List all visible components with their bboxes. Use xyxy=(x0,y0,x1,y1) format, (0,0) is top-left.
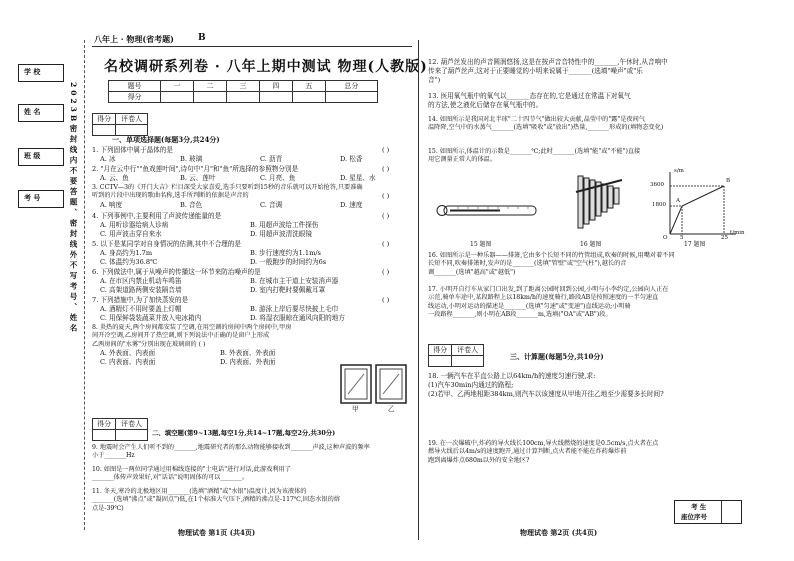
figure-17-caption: 17 题图 xyxy=(684,241,706,248)
score-table-header: 题号 xyxy=(109,81,161,92)
question-8 xyxy=(92,324,332,367)
q19-line: 燃导火线后以4m/s的速度跑开,通过计算判断,点火者能不能在炸药爆炸前 xyxy=(428,448,627,456)
q1-stem: 1. 下列固体中属于晶体的是 xyxy=(92,146,173,154)
figure-16-caption: 16 题图 xyxy=(580,241,602,248)
q18-line: (2)若甲、乙两地相距384km,则汽车以该速度从甲地开往乙地至少需要多长时间? xyxy=(428,389,664,398)
question-2 xyxy=(92,165,420,183)
q19-line: 跑到离爆炸点680m以外的安全地区? xyxy=(428,456,530,464)
q11-line: 点是-39℃) xyxy=(92,504,124,512)
class-label: 班 级 xyxy=(24,151,41,160)
q19-answer-area[interactable] xyxy=(428,468,668,518)
graph-ylabel: s/m xyxy=(674,168,684,174)
window-label-jia: 甲 xyxy=(352,405,359,413)
score-cell[interactable] xyxy=(259,92,292,103)
grader-box-3 xyxy=(428,344,484,367)
q6-answer-slot[interactable]: ( ) xyxy=(382,268,390,276)
q11-line: _______(选填"沸点"或"凝固点")低,在1个标准大气压下,酒精的沸点是-117℃,固态水银的熔 xyxy=(92,496,340,504)
header-rule xyxy=(92,46,412,47)
q2-option-d[interactable]: D. 星星、水 xyxy=(340,173,376,182)
thermometer-figure xyxy=(437,206,536,216)
q4-stem: 4. 下列事例中,主要利用了声波传递能量的是 xyxy=(92,212,222,220)
grader-reviewer-cell[interactable] xyxy=(452,356,484,367)
q7-answer-slot[interactable]: ( ) xyxy=(382,296,390,304)
question-12 xyxy=(428,58,668,85)
version-badge: B xyxy=(198,33,206,43)
pan-flute-figure xyxy=(576,176,622,228)
graph-line xyxy=(670,186,724,234)
question-19 xyxy=(428,440,658,465)
q15-line: 15. 如图所示,体温计的示数是_______℃;此时_______(选填"能"或"不能")直接 xyxy=(428,148,641,155)
name-label: 姓 名 xyxy=(24,107,41,116)
seat-divider xyxy=(721,501,722,523)
q8-line: 8. 炎热的夏天,两个房间都安装了空调,在用空调的房间中两个房间中,甲房 xyxy=(92,324,292,331)
question-5 xyxy=(92,240,390,267)
q10-line: _______体传声效果好,对"话话"说明固体的可以_______。 xyxy=(92,474,249,482)
grader-score-label: 得分 xyxy=(429,345,452,356)
q6-option-d[interactable]: D. 室内打靶时要佩戴耳罩 xyxy=(250,285,326,294)
score-table-header: 一 xyxy=(161,81,194,92)
q4-option-a[interactable]: A. 用听诊器给病人诊病 xyxy=(100,220,169,229)
q3-option-a[interactable]: A. 响度 xyxy=(100,200,123,209)
score-table-header: 总分 xyxy=(325,81,377,92)
q5-answer-slot[interactable]: ( ) xyxy=(382,240,390,248)
graph-point-a: A xyxy=(676,198,680,204)
q17-line: 一段路程_______,则小明在AB段_______m,选填("OA"或"AB")段。 xyxy=(428,311,612,319)
q13-line: 13. 医用氧气瓶中的氧气以_______态存在的,它是通过在常温下对氧气 xyxy=(428,92,631,100)
q14-line: 温降降,空气中的水蒸气_______(选填"吸收"或"放出")热量,_______形成的(填物态变化) xyxy=(428,124,664,132)
q2-option-a[interactable]: A. 云、鱼 xyxy=(100,173,129,182)
q7-option-c[interactable]: C. 用保鲜袋装蔬菜并放入电冰箱内 xyxy=(100,313,202,322)
q6-option-c[interactable]: C. 高架道路两侧安装隔音墙 xyxy=(100,285,182,294)
grader-box-2 xyxy=(92,418,148,441)
q4-option-c[interactable]: C. 用声波击穿自来水 xyxy=(100,229,162,238)
question-13 xyxy=(428,92,631,110)
seat-label-2: 座位序号 xyxy=(681,513,707,521)
section-3-heading: 三、计算题(每题5分,共10分) xyxy=(510,352,604,361)
grader-score-label: 得分 xyxy=(93,114,116,125)
q3-option-d[interactable]: D. 速度 xyxy=(340,200,363,209)
binding-strip xyxy=(4,50,84,520)
window-jia-glare xyxy=(348,374,364,394)
seal-line-text: 2023B密封线内不要答题、密封线外不写考号、姓名 xyxy=(69,82,78,335)
q16-line: 调_______(选填"越高"或"越低") xyxy=(428,268,516,276)
window-yi-glare xyxy=(383,374,399,394)
question-16 xyxy=(428,252,675,277)
q18-answer-area[interactable] xyxy=(428,398,768,438)
q17-line: 线运动,小明对运动的描述是_______(选填"匀速"或"变速")直线运动;小明骑 xyxy=(428,302,631,310)
graph-ytick: 3600 xyxy=(650,182,664,188)
figure-15-caption: 15 题图 xyxy=(470,241,492,248)
score-table-header: 四 xyxy=(259,81,292,92)
graph-point-b: B xyxy=(726,178,731,184)
graph-origin: O xyxy=(663,235,668,241)
q2-answer-slot[interactable]: ( ) xyxy=(382,165,390,173)
score-table-row-label: 得分 xyxy=(109,92,161,103)
q8-line: 乙两房间的"水雾"分别出现在玻璃窗的 xyxy=(92,340,197,348)
q5-option-d[interactable]: D. 一般跑步的时间约为6s xyxy=(250,257,327,266)
question-4 xyxy=(92,212,390,239)
question-17 xyxy=(428,286,668,319)
window-figure xyxy=(338,362,410,412)
q4-option-b[interactable]: B. 用超声波给工件探伤 xyxy=(250,220,319,229)
q2-stem: 2. "月在云中行""鱼戏莲叶间",诗句中"月"和"鱼"所选择的参照物分别是 xyxy=(92,165,299,173)
question-11 xyxy=(92,488,340,513)
q17-line: 示范,骑单车途中,某段路程上以18km/h的速度骑行,路段AB是按照速度的一半匀速直 xyxy=(428,294,659,302)
q8-answer-slot[interactable]: ( ) xyxy=(198,340,206,348)
grader-reviewer-cell[interactable] xyxy=(116,430,148,441)
q16-line: 长短不同,吹奏排箫时,发声的是_______(选填"管壁"或"空气柱"),越长的音 xyxy=(428,260,627,268)
question-10 xyxy=(92,466,291,483)
q9-line: 小于_______Hz xyxy=(92,452,135,460)
q3-option-c[interactable]: C. 音调 xyxy=(260,200,283,209)
q12-line: 音") xyxy=(428,75,441,84)
question-3 xyxy=(92,184,420,210)
q3-line: 3. CCTV—3的《开门大吉》栏目深受大家喜爱,选手只要听到15秒的音乐就可以开始抢答,只要准确 xyxy=(92,184,363,191)
q18-line: (1)汽车30min内通过的路程; xyxy=(428,380,514,389)
q5-option-c[interactable]: C. 体温约为36.8℃ xyxy=(100,257,158,266)
seat-number-box[interactable] xyxy=(674,500,742,524)
q15-line: 用它测量正常人的体温。 xyxy=(428,156,497,164)
section-2-heading: 二、填空题(第9~13题,每空1分,共14~17题,每空2分,共30分) xyxy=(152,429,336,437)
window-label-yi: 乙 xyxy=(388,405,395,413)
score-cell[interactable] xyxy=(161,92,194,103)
q1-option-c[interactable]: C. 沥青 xyxy=(260,154,283,163)
q7-stem: 7. 下列措施中,为了加快蒸发的是 xyxy=(92,296,189,304)
question-1 xyxy=(92,146,420,164)
q1-option-a[interactable]: A. 冰 xyxy=(100,154,116,163)
score-table-header: 三 xyxy=(227,81,260,92)
score-cell[interactable] xyxy=(292,92,325,103)
grader-reviewer-label: 评卷人 xyxy=(452,345,484,356)
q5-option-b[interactable]: B. 步行速度约为1.1m/s xyxy=(250,248,321,257)
q11-line: 11. 冬天,寒冷的北极地区用_______(选填"酒精"或"水银")温度计,因为该液体的 xyxy=(92,488,307,495)
school-label: 学 校 xyxy=(24,67,41,76)
column-divider xyxy=(418,40,419,540)
grader-reviewer-label: 评卷人 xyxy=(116,419,148,430)
q5-option-a[interactable]: A. 身高约为1.7m xyxy=(100,248,153,257)
grader-score-cell[interactable] xyxy=(429,356,452,367)
q13-line: 的方法,使之液化后储存在氧气瓶中的。 xyxy=(428,100,543,109)
q4-answer-slot[interactable]: ( ) xyxy=(382,212,390,220)
seat-label-1: 考 生 xyxy=(691,503,707,511)
q2-option-c[interactable]: C. 月亮、鱼 xyxy=(260,173,296,182)
q3-line: 听到的片段中出现的歌曲名称,选手所判断的依据是声音的 xyxy=(92,192,249,200)
q5-stem: 5. 以下是某同学对自身情况的估测,其中不合理的是 xyxy=(92,240,241,248)
q8-option-a[interactable]: A. 外表面、内表面 xyxy=(100,349,156,358)
footer-page-2: 物理试卷 第2页 (共4页) xyxy=(520,528,598,537)
q7-option-a[interactable]: A. 酒精灯不用时要盖上灯帽 xyxy=(100,304,182,313)
q7-option-d[interactable]: D. 将湿衣服晾在通风向阳的地方 xyxy=(250,313,345,322)
grader-box-1 xyxy=(92,113,148,136)
score-table xyxy=(108,80,378,103)
q14-line: 14. 如图所示是我国对北半球"二十四节气"做出较大贡献,晶莹中的"露"是夜间气 xyxy=(428,116,645,123)
question-15 xyxy=(428,148,640,165)
grader-reviewer-label: 评卷人 xyxy=(116,114,148,125)
score-cell[interactable] xyxy=(227,92,260,103)
score-cell[interactable] xyxy=(194,92,227,103)
page-title: 名校调研系列卷 · 八年上期中测试 物理(人教版) xyxy=(104,59,428,75)
question-7 xyxy=(92,296,390,323)
grader-score-label: 得分 xyxy=(93,419,116,430)
section-1-heading: 一、单项选择题(每题3分,共24分) xyxy=(112,135,220,144)
q8-option-c[interactable]: C. 内表面、内表面 xyxy=(100,357,156,366)
q3-answer-slot[interactable]: ( ) xyxy=(382,192,390,201)
q1-option-d[interactable]: D. 松香 xyxy=(340,154,363,163)
q12-line: 传来了葫芦丝声,这对于正要睡觉的小明来说属于_______(选填"噪声"或"乐 xyxy=(428,66,643,75)
q10-line: 10. 如图是一两位同学通过用棉线连接的"土电话"进行对话,此游戏利用了 xyxy=(92,466,291,473)
q8-option-b[interactable]: B. 外表面、外表面 xyxy=(220,349,276,358)
q1-answer-slot[interactable]: ( ) xyxy=(382,146,390,154)
seal-line xyxy=(84,40,85,530)
grader-score-cell[interactable] xyxy=(93,125,116,136)
question-6 xyxy=(92,268,390,295)
grader-reviewer-cell[interactable] xyxy=(116,125,148,136)
score-table-header: 二 xyxy=(194,81,227,92)
page-header-label: 八年上 · 物理(省考题) xyxy=(94,34,174,44)
score-cell[interactable] xyxy=(325,92,377,103)
q18-line: 18. 一辆汽车在平直公路上以64km/h的速度匀速行驶,求: xyxy=(428,372,596,380)
q7-option-b[interactable]: B. 游泳上岸后要尽快披上毛巾 xyxy=(250,304,339,313)
q8-line: 间开冷空调,乙房间开了热空调,则下列说法中正确的是窗户上形成 xyxy=(92,332,270,340)
q16-line: 16. 如图所示是一种乐器——排箫,它由多个长短不同的竹管组成,吹奏的时候,用嘴对着不同 xyxy=(428,252,675,259)
q3-option-b[interactable]: B. 音色 xyxy=(180,200,203,209)
q12-line: 12. 葫芦丝发出的声音圆润悠扬,这是在按声音音特性中的_______,午休时,从音响中 xyxy=(428,58,668,66)
q4-option-d[interactable]: D. 用超声波清洗眼镜 xyxy=(250,229,312,238)
q6-option-b[interactable]: B. 在城市主干道上安装消声器 xyxy=(250,276,339,285)
q8-option-d[interactable]: D. 内表面、外表面 xyxy=(220,357,276,366)
footer-page-1: 物理试卷 第1页 (共4页) xyxy=(178,528,256,537)
grader-score-cell[interactable] xyxy=(93,430,116,441)
graph-xtick: 25 xyxy=(721,235,728,241)
q9-line: 9. 地震时会产生人们听不到的_______,地震研究者的那么动物能够接收到_______声波,这种声波的频率 xyxy=(92,444,370,451)
exam-number-label: 考 号 xyxy=(24,193,41,202)
graph-xlabel: t/min xyxy=(730,230,745,236)
graph-xtick: 5 xyxy=(680,235,684,241)
q1-option-b[interactable]: B. 玻璃 xyxy=(180,154,203,163)
graph-ytick: 1800 xyxy=(652,202,666,208)
q17-line: 17. 小明开自行车从家门口出发,到了距离公园时回到公园,小明与小李约定,公园向人正在 xyxy=(428,286,669,293)
q6-stem: 6. 下列做法中,属于从噪声的传播这一环节来防治噪声的是 xyxy=(92,268,261,276)
score-table-header: 五 xyxy=(292,81,325,92)
question-9 xyxy=(92,444,370,461)
q2-option-b[interactable]: B. 云、莲叶 xyxy=(180,173,216,182)
question-18 xyxy=(428,372,664,399)
q19-line: 19. 在一次爆破中,炸药的导火线长100cm,导火线燃烧的速度是0.5cm/s,点火者在点 xyxy=(428,440,659,447)
q6-option-a[interactable]: A. 在市区内禁止机动车鸣笛 xyxy=(100,276,182,285)
question-14 xyxy=(428,116,663,133)
